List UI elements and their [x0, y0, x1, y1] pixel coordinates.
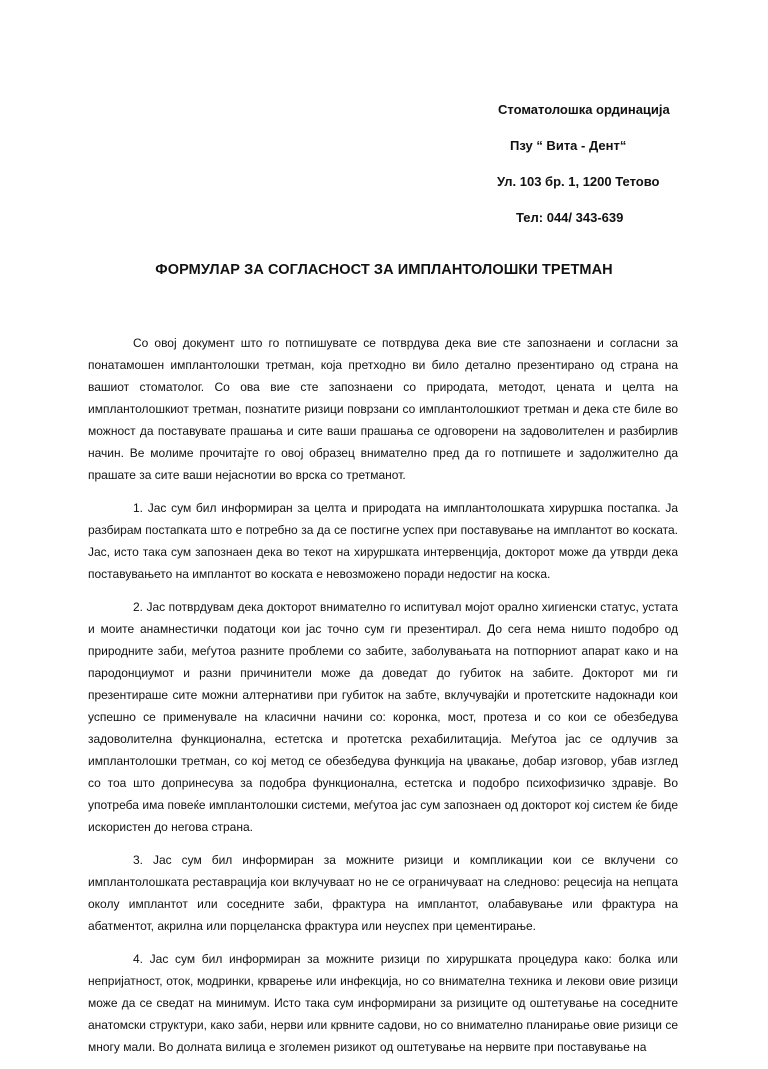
- intro-paragraph: Со овој документ што го потпишувате се потврдува дека вие сте запознаени и согласни за понатамошен имплантолошки третман, која претходно ви било детално презентирано од страна на вашиот стоматолог. Со ова вие сте запознаени со природата, методот, цената и целта на имплантолошкиот третман, познатите ризици поврзани со имплантолошкиот третман и дека сте биле во можност да поставувате прашања и сите ваши прашања се одговорени на задоволителен и разбирлив начин. Ве молиме прочитајте го овој образец внимателно пред да го потпишете и задолжително да прашате за сите ваши нејаснотии во врска со третманот.: [88, 336, 678, 482]
- clinic-header: [450, 92, 710, 236]
- clinic-entity: Пзу “ Вита - Дент“: [510, 138, 627, 153]
- paragraph-4: 4. Јас сум бил информиран за можните ризици по хируршката процедура како: болка или непријатност, оток, модринки, крварење или инфекција, но со внимателна техника и лекови овие ризици може да се сведат на минимум. Исто така сум информирани за ризиците од оштетување на соседните анатомски структури, како заби, нерви или крвните садови, но со внимателно планирање овие ризици се многу мали. Во долната вилица е зголемен ризикот од оштетување на нервите при поставување на: [88, 952, 678, 1054]
- paragraph-2: 2. Јас потврдувам дека докторот внимателно го испитувал мојот орално хигиенски статус, устата и моите анамнестички податоци кои јас точно сум ги презентирал. До сега нема ништо подобро од природните заби, меѓутоа разните проблеми со забите, заболувањата на потпорниот апарат како и на пародонциумот и разни причинители може да доведат до губиток на забите. Докторот ми ги презентираше сите можни алтернативи при губиток на забте, вклучувајќи и протетските надокнади кои успешно се применувале на класични начини со: коронка, мост, протеза и со кои се обезбедува задоволителна функционална, естетска и протетска рехабилитација. Меѓутоа јас се одлучив за имплантолошки третман, со кој метод се обезбедува функција на џвакање, добар изговор, убав изглед со тоа што допринесува за подобра функционална, естетска и подобро психофизичко здравје. Во употреба има повеќе имплантолошки системи, меѓутоа јас сум запознаен од докторот кој систем ќе биде искористен до негова страна.: [88, 600, 678, 834]
- paragraph-1: 1. Јас сум бил информиран за целта и природата на имплантолошката хируршка постапка. Ја разбирам постапката што е потребно за да се постигне успех при поставување на имплантот во коската. Јас, исто така сум запознаен дека во текот на хируршката интервенција, докторот може да утврди дека поставувањето на имплантот во коската е невозможено поради недостиг на коска.: [88, 501, 678, 581]
- clinic-phone: Тел: 044/ 343-639: [516, 210, 624, 225]
- document-title: ФОРМУЛАР ЗА СОГЛАСНОСТ ЗА ИМПЛАНТОЛОШКИ ТРЕТМАН: [155, 262, 613, 278]
- paragraph-3: 3. Јас сум бил информиран за можните ризици и компликации кои се вклучени со имплантолошката реставрација кои вклучуваат но не се ограничуваат на следново: рецесија на непцата околу имплантот или соседните заби, фрактура на имплантот, олабавување или фрактура на абатментот, акрилна или порцеланска фрактура или неуспех при цементирање.: [88, 853, 678, 933]
- clinic-name: Стоматолошка ординација: [498, 102, 670, 117]
- clinic-address: Ул. 103 бр. 1, 1200 Тетово: [497, 174, 660, 189]
- document-body: [88, 332, 678, 1069]
